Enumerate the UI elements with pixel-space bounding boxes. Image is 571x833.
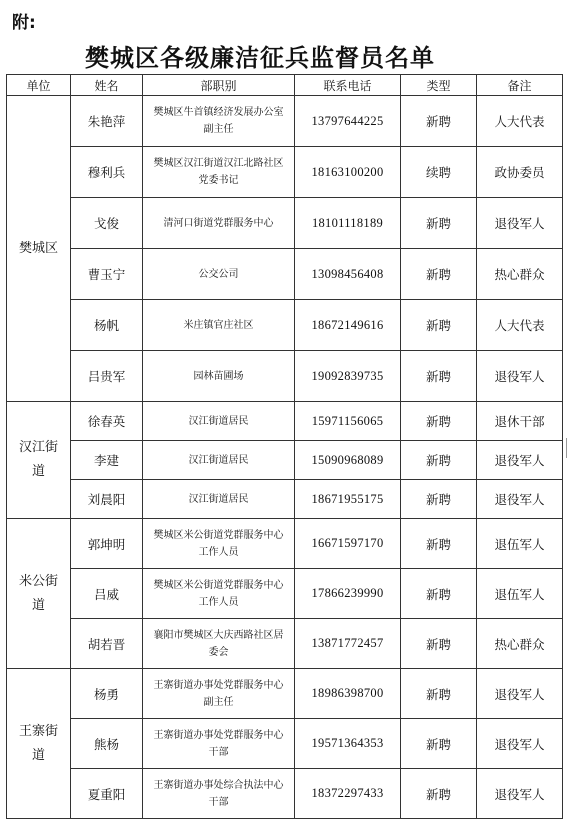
type-cell: 新聘 <box>401 719 477 769</box>
note-cell: 人大代表 <box>477 300 563 351</box>
position-cell: 公交公司 <box>143 249 295 300</box>
note-cell: 退役军人 <box>477 441 563 480</box>
table-row <box>7 198 563 249</box>
position-cell: 汉江街道居民 <box>143 402 295 441</box>
phone-cell: 18672149616 <box>295 300 401 351</box>
document-title: 樊城区各级廉洁征兵监督员名单 <box>85 44 435 72</box>
table-row <box>7 519 563 569</box>
phone-cell: 18671955175 <box>295 480 401 519</box>
table-row <box>7 351 563 402</box>
type-cell: 新聘 <box>401 519 477 569</box>
position-cell: 汉江街道居民 <box>143 480 295 519</box>
name-cell: 郭坤明 <box>71 519 143 569</box>
table-row <box>7 300 563 351</box>
position-cell: 清河口街道党群服务中心 <box>143 198 295 249</box>
table-row <box>7 96 563 147</box>
name-cell: 徐春英 <box>71 402 143 441</box>
position-cell: 樊城区米公街道党群服务中心工作人员 <box>143 519 295 569</box>
note-cell: 退休干部 <box>477 402 563 441</box>
page-edge-marker <box>566 438 571 458</box>
unit-cell: 王寨街道 <box>7 669 71 819</box>
type-cell: 新聘 <box>401 249 477 300</box>
phone-cell: 18101118189 <box>295 198 401 249</box>
unit-cell: 樊城区 <box>7 96 71 402</box>
phone-cell: 18986398700 <box>295 669 401 719</box>
phone-cell: 16671597170 <box>295 519 401 569</box>
name-cell: 戈俊 <box>71 198 143 249</box>
position-cell: 米庄镇官庄社区 <box>143 300 295 351</box>
phone-cell: 19571364353 <box>295 719 401 769</box>
table-row <box>7 480 563 519</box>
name-cell: 杨勇 <box>71 669 143 719</box>
name-cell: 穆利兵 <box>71 147 143 198</box>
phone-cell: 18163100200 <box>295 147 401 198</box>
type-cell: 新聘 <box>401 96 477 147</box>
table-header-row <box>7 75 563 96</box>
phone-cell: 13871772457 <box>295 619 401 669</box>
note-cell: 退役军人 <box>477 769 563 819</box>
type-cell: 新聘 <box>401 769 477 819</box>
header-unit: 单位 <box>7 75 71 96</box>
phone-cell: 18372297433 <box>295 769 401 819</box>
name-cell: 胡若晋 <box>71 619 143 669</box>
position-cell: 王寨街道办事处党群服务中心干部 <box>143 719 295 769</box>
name-cell: 夏重阳 <box>71 769 143 819</box>
name-cell: 曹玉宁 <box>71 249 143 300</box>
table-row <box>7 619 563 669</box>
table-row <box>7 719 563 769</box>
header-type: 类型 <box>401 75 477 96</box>
header-position: 部职别 <box>143 75 295 96</box>
note-cell: 人大代表 <box>477 96 563 147</box>
type-cell: 新聘 <box>401 300 477 351</box>
header-note: 备注 <box>477 75 563 96</box>
position-cell: 樊城区汉江街道汉江北路社区党委书记 <box>143 147 295 198</box>
phone-cell: 15971156065 <box>295 402 401 441</box>
type-cell: 新聘 <box>401 619 477 669</box>
position-cell: 王寨街道办事处党群服务中心副主任 <box>143 669 295 719</box>
type-cell: 新聘 <box>401 669 477 719</box>
unit-cell: 米公街道 <box>7 519 71 669</box>
header-name: 姓名 <box>71 75 143 96</box>
phone-cell: 13098456408 <box>295 249 401 300</box>
phone-cell: 13797644225 <box>295 96 401 147</box>
name-cell: 吕贵军 <box>71 351 143 402</box>
header-phone: 联系电话 <box>295 75 401 96</box>
phone-cell: 15090968089 <box>295 441 401 480</box>
note-cell: 退役军人 <box>477 480 563 519</box>
note-cell: 退伍军人 <box>477 569 563 619</box>
type-cell: 新聘 <box>401 402 477 441</box>
note-cell: 退役军人 <box>477 198 563 249</box>
type-cell: 续聘 <box>401 147 477 198</box>
note-cell: 退役军人 <box>477 669 563 719</box>
table-row <box>7 441 563 480</box>
note-cell: 退役军人 <box>477 351 563 402</box>
table-row <box>7 402 563 441</box>
note-cell: 热心群众 <box>477 249 563 300</box>
table-row <box>7 669 563 719</box>
table-row <box>7 147 563 198</box>
type-cell: 新聘 <box>401 441 477 480</box>
position-cell: 汉江街道居民 <box>143 441 295 480</box>
type-cell: 新聘 <box>401 351 477 402</box>
name-cell: 刘晨阳 <box>71 480 143 519</box>
unit-cell: 汉江街道 <box>7 402 71 519</box>
position-cell: 樊城区米公街道党群服务中心工作人员 <box>143 569 295 619</box>
position-cell: 襄阳市樊城区大庆西路社区居委会 <box>143 619 295 669</box>
table-row <box>7 769 563 819</box>
name-cell: 杨帆 <box>71 300 143 351</box>
type-cell: 新聘 <box>401 480 477 519</box>
appendix-label: 附: <box>12 13 36 33</box>
supervisor-table <box>6 74 563 819</box>
table-row <box>7 569 563 619</box>
type-cell: 新聘 <box>401 569 477 619</box>
note-cell: 退役军人 <box>477 719 563 769</box>
note-cell: 退伍军人 <box>477 519 563 569</box>
name-cell: 李建 <box>71 441 143 480</box>
note-cell: 政协委员 <box>477 147 563 198</box>
name-cell: 朱艳萍 <box>71 96 143 147</box>
position-cell: 园林苗圃场 <box>143 351 295 402</box>
phone-cell: 19092839735 <box>295 351 401 402</box>
position-cell: 王寨街道办事处综合执法中心干部 <box>143 769 295 819</box>
type-cell: 新聘 <box>401 198 477 249</box>
name-cell: 吕威 <box>71 569 143 619</box>
position-cell: 樊城区牛首镇经济发展办公室副主任 <box>143 96 295 147</box>
phone-cell: 17866239990 <box>295 569 401 619</box>
note-cell: 热心群众 <box>477 619 563 669</box>
table-row <box>7 249 563 300</box>
name-cell: 熊杨 <box>71 719 143 769</box>
